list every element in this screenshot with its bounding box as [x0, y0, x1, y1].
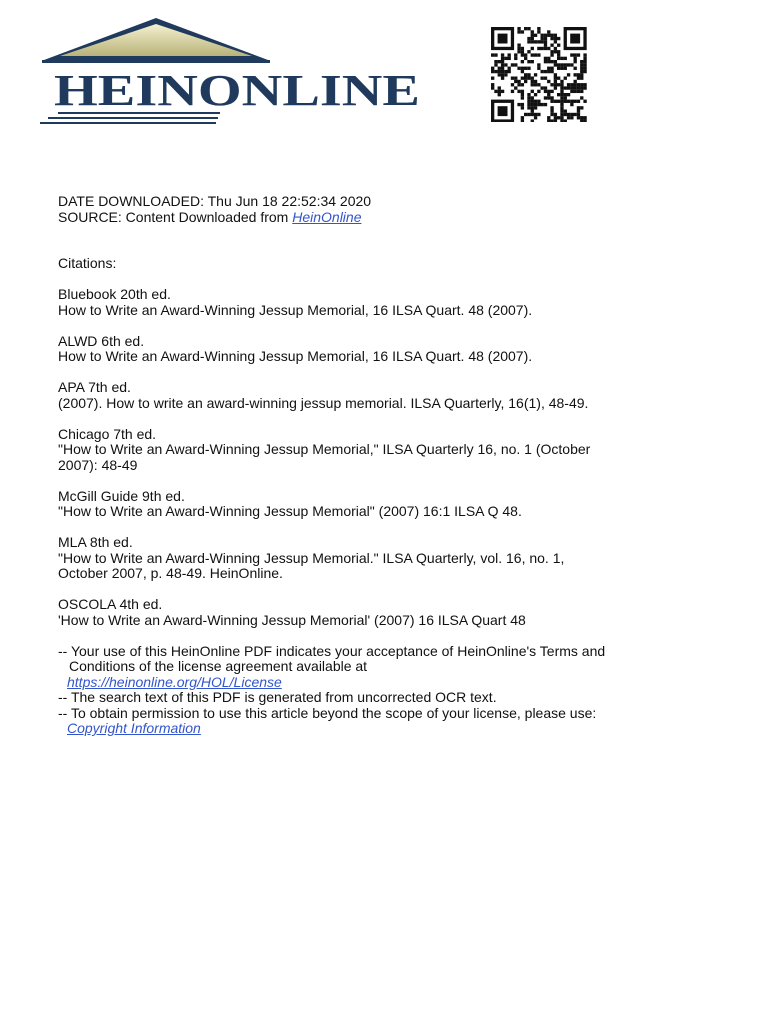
pediment-logo-icon [36, 14, 428, 134]
terms-notice-line1: -- Your use of this HeinOnline PDF indicates your acceptance of HeinOnline's Terms and [58, 642, 606, 659]
qr-code [486, 26, 592, 122]
citation-style: ALWD 6th ed. [58, 332, 145, 349]
citation-style: MLA 8th ed. [58, 534, 133, 550]
citation-entry [58, 287, 718, 334]
citations-heading: Citations: [58, 255, 117, 271]
qr-code-icon [486, 26, 592, 122]
citation-style: McGill Guide 9th ed. [58, 487, 185, 504]
citation-style: OSCOLA 4th ed. [58, 596, 163, 612]
source-prefix: SOURCE: Content Downloaded from [58, 208, 289, 225]
citation-text: "How to Write an Award-Winning Jessup Memorial," ILSA Quarterly 16, no. 1 (October [58, 441, 591, 457]
cover-page-content [58, 194, 718, 737]
citations-list [58, 287, 718, 644]
citation-entry [58, 597, 718, 644]
license-link[interactable]: https://heinonline.org/HOL/License [67, 673, 282, 690]
citation-text: How to Write an Award-Winning Jessup Memorial, 16 ILSA Quart. 48 (2007). [58, 301, 533, 318]
citation-text: (2007). How to write an award-winning jessup memorial. ILSA Quarterly, 16(1), 48-49. [58, 394, 589, 411]
citation-entry [58, 334, 718, 381]
date-downloaded: DATE DOWNLOADED: Thu Jun 18 22:52:34 2020 [58, 193, 372, 209]
citation-entry [58, 535, 718, 597]
citation-entry [58, 427, 718, 489]
terms-notice-line2: Conditions of the license agreement available at [69, 658, 368, 674]
citation-text: "How to Write an Award-Winning Jessup Memorial." ILSA Quarterly, vol. 16, no. 1, [58, 549, 565, 566]
copyright-information-link[interactable]: Copyright Information [67, 720, 201, 736]
citation-text: 2007): 48-49 [58, 456, 138, 473]
citation-entry [58, 380, 718, 427]
ocr-notice: -- The search text of this PDF is generated from uncorrected OCR text. [58, 689, 497, 705]
citation-style: Chicago 7th ed. [58, 425, 157, 442]
heinonline-logo [36, 14, 428, 134]
heinonline-link[interactable]: HeinOnline [292, 208, 362, 225]
permission-notice: -- To obtain permission to use this article beyond the scope of your license, please use: [58, 704, 597, 721]
citation-text: How to Write an Award-Winning Jessup Memorial, 16 ILSA Quart. 48 (2007). [58, 348, 533, 364]
citation-style: APA 7th ed. [58, 379, 131, 395]
citation-text: 'How to Write an Award-Winning Jessup Memorial' (2007) 16 ILSA Quart 48 [58, 611, 526, 628]
citation-text: "How to Write an Award-Winning Jessup Memorial" (2007) 16:1 ILSA Q 48. [58, 503, 522, 519]
citation-entry [58, 489, 718, 536]
source-line [58, 210, 718, 226]
citation-style: Bluebook 20th ed. [58, 286, 171, 302]
logo-wordmark: HEINONLINE [54, 66, 420, 115]
citation-text: October 2007, p. 48-49. HeinOnline. [58, 565, 283, 581]
